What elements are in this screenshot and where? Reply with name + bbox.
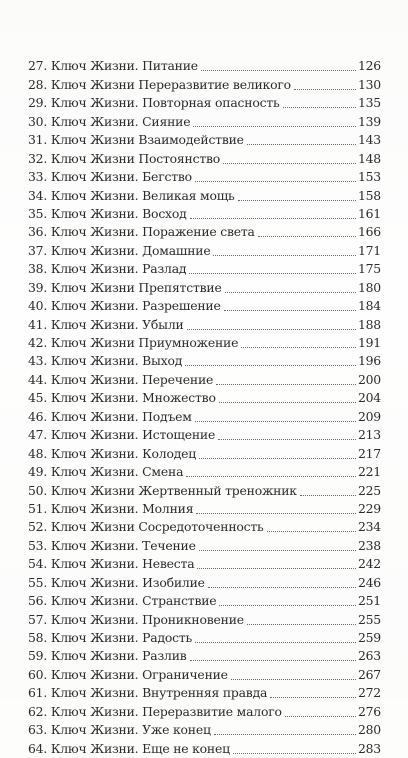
- toc-entry-page-number: 225: [357, 482, 381, 498]
- toc-entry-title: 28. Ключ Жизни Переразвитие великого: [28, 76, 291, 92]
- toc-entry-page-number: 130: [357, 76, 381, 92]
- toc-entry-page-number: 191: [357, 335, 381, 350]
- toc-entry: [28, 610, 381, 628]
- toc-entry-title: 47. Ключ Жизни. Истощение: [28, 427, 216, 443]
- dot-leader: [214, 734, 356, 735]
- dot-leader: [267, 531, 356, 532]
- dot-leader: [190, 660, 356, 661]
- dot-leader: [233, 753, 356, 754]
- toc-entry-page-number: 158: [357, 187, 381, 203]
- toc-entry-page-number: 135: [357, 95, 381, 111]
- toc-entry: [28, 665, 381, 683]
- toc-entry-title: 48. Ключ Жизни. Колодец: [28, 445, 197, 461]
- toc-entry-title: 35. Ключ Жизни. Восход: [28, 205, 187, 221]
- toc-entry-title: 55. Ключ Жизни. Изобилие: [28, 574, 205, 590]
- toc-entry: [28, 223, 381, 241]
- dot-leader: [224, 310, 356, 311]
- toc-entry-page-number: 263: [357, 648, 381, 664]
- toc-entry-title: 34. Ключ Жизни. Великая мощь: [28, 187, 235, 203]
- dot-leader: [247, 624, 356, 625]
- toc-entry-title: 31. Ключ Жизни Взаимодействие: [28, 132, 244, 148]
- toc-entry: [28, 94, 381, 112]
- toc-entry: [28, 112, 381, 130]
- toc-entry-page-number: 180: [357, 279, 381, 295]
- toc-entry-page-number: 238: [357, 537, 381, 553]
- toc-entry-page-number: 204: [357, 390, 381, 406]
- toc-entry: [28, 407, 381, 425]
- toc-entry-title: 52. Ключ Жизни Сосредоточенность: [28, 519, 264, 535]
- toc-entry: [28, 739, 381, 757]
- dot-leader: [193, 126, 356, 127]
- dot-leader: [300, 495, 356, 496]
- toc-entry: [28, 721, 381, 739]
- toc-entry-title: 53. Ключ Жизни. Течение: [28, 537, 196, 553]
- dot-leader: [294, 89, 356, 90]
- toc-entry-page-number: 184: [357, 298, 381, 314]
- toc-entry-title: 46. Ключ Жизни. Подъем: [28, 408, 192, 424]
- dot-leader: [219, 605, 356, 606]
- toc-entry: [28, 573, 381, 591]
- toc-entry: [28, 75, 381, 93]
- toc-entry-title: 63. Ключ Жизни. Уже конец: [28, 722, 211, 738]
- toc-entry-title: 40. Ключ Жизни. Разрешение: [28, 298, 221, 314]
- toc-entry-title: 27. Ключ Жизни. Питание: [28, 58, 198, 74]
- toc-entry-page-number: 188: [357, 316, 381, 332]
- toc-entry-title: 49. Ключ Жизни. Смена: [28, 464, 184, 480]
- toc-entry-title: 29. Ключ Жизни. Повторная опасность: [28, 95, 280, 111]
- toc-entry-page-number: 148: [357, 150, 381, 166]
- dot-leader: [208, 587, 356, 588]
- toc-entry: [28, 149, 381, 167]
- dot-leader: [186, 476, 356, 477]
- toc-entry: [28, 592, 381, 610]
- dot-leader: [219, 402, 356, 403]
- dot-leader: [258, 236, 356, 237]
- toc-entry: [28, 315, 381, 333]
- toc-entry: [28, 444, 381, 462]
- dot-leader: [195, 421, 356, 422]
- toc-entry: [28, 334, 381, 352]
- toc-entry-page-number: 267: [357, 666, 381, 682]
- toc-entry-page-number: 143: [357, 132, 381, 148]
- toc-entry-page-number: 276: [357, 703, 381, 719]
- toc-entry: [28, 260, 381, 278]
- toc-entry: [28, 352, 381, 370]
- toc-entry: [28, 647, 381, 665]
- toc-entry-page-number: 246: [357, 574, 381, 590]
- toc-entry-title: 59. Ключ Жизни. Разлив: [28, 648, 187, 664]
- toc-entry: [28, 463, 381, 481]
- toc-entry: [28, 278, 381, 296]
- toc-entry: [28, 426, 381, 444]
- toc-entry: [28, 131, 381, 149]
- dot-leader: [195, 181, 356, 182]
- toc-entry-page-number: 196: [357, 353, 381, 369]
- toc-entry: [28, 370, 381, 388]
- toc-entry-title: 60. Ключ Жизни. Ограничение: [28, 666, 228, 682]
- toc-entry-page-number: 283: [357, 740, 381, 756]
- table-of-contents: [28, 57, 381, 758]
- toc-entry-page-number: 200: [357, 371, 381, 387]
- toc-entry-page-number: 139: [357, 113, 381, 129]
- toc-entry-page-number: 209: [357, 408, 381, 424]
- toc-entry-page-number: 229: [357, 500, 381, 516]
- toc-entry-title: 33. Ключ Жизни. Бегство: [28, 169, 192, 185]
- toc-entry-title: 57. Ключ Жизни. Проникновение: [28, 611, 244, 627]
- toc-entry: [28, 702, 381, 720]
- dot-leader: [216, 384, 356, 385]
- toc-entry-title: 45. Ключ Жизни. Множество: [28, 390, 216, 406]
- dot-leader: [196, 513, 356, 514]
- dot-leader: [218, 439, 356, 440]
- toc-entry-page-number: 251: [357, 593, 381, 609]
- toc-entry: [28, 629, 381, 647]
- toc-entry-title: 58. Ключ Жизни. Радость: [28, 630, 193, 645]
- toc-entry-title: 50. Ключ Жизни Жертвенный треножник: [28, 482, 297, 498]
- toc-entry-title: 56. Ключ Жизни. Странствие: [28, 593, 217, 609]
- toc-entry-title: 54. Ключ Жизни. Невеста: [28, 556, 195, 572]
- dot-leader: [223, 163, 356, 164]
- dot-leader: [231, 679, 356, 680]
- toc-entry-page-number: 166: [357, 224, 381, 240]
- toc-entry-title: 37. Ключ Жизни. Домашние: [28, 242, 211, 258]
- toc-entry: [28, 518, 381, 536]
- toc-entry-page-number: 153: [357, 169, 381, 185]
- dot-leader: [213, 255, 355, 256]
- dot-leader: [247, 144, 356, 145]
- toc-entry-page-number: 255: [357, 611, 381, 627]
- dot-leader: [270, 697, 356, 698]
- toc-entry: [28, 481, 381, 499]
- toc-entry-title: 36. Ключ Жизни. Поражение света: [28, 224, 255, 240]
- toc-entry-title: 61. Ключ Жизни. Внутренняя правда: [28, 685, 268, 701]
- dot-leader: [238, 200, 356, 201]
- toc-entry-page-number: 213: [357, 427, 381, 443]
- dot-leader: [187, 329, 356, 330]
- toc-entry: [28, 297, 381, 315]
- toc-entry-title: 30. Ключ Жизни. Сияние: [28, 113, 191, 129]
- toc-entry-title: 41. Ключ Жизни. Убыли: [28, 316, 184, 332]
- dot-leader: [185, 365, 356, 366]
- dot-leader: [199, 550, 356, 551]
- toc-entry-page-number: 126: [357, 58, 381, 74]
- dot-leader: [199, 458, 356, 459]
- toc-entry: [28, 57, 381, 75]
- dot-leader: [195, 642, 356, 643]
- toc-entry-page-number: 242: [357, 556, 381, 572]
- toc-entry-title: 38. Ключ Жизни. Разлад: [28, 261, 187, 277]
- toc-entry: [28, 536, 381, 554]
- dot-leader: [283, 107, 356, 108]
- toc-entry-title: 43. Ключ Жизни. Выход: [28, 353, 183, 369]
- toc-entry: [28, 205, 381, 223]
- toc-entry-title: 62. Ключ Жизни. Переразвитие малого: [28, 703, 282, 719]
- toc-entry-page-number: 175: [357, 261, 381, 277]
- toc-entry-title: 39. Ключ Жизни Препятствие: [28, 279, 222, 295]
- toc-entry-page-number: 272: [357, 685, 381, 701]
- dot-leader: [197, 568, 356, 569]
- toc-entry: [28, 500, 381, 518]
- dot-leader: [190, 218, 356, 219]
- dot-leader: [201, 70, 356, 71]
- toc-entry-title: 42. Ключ Жизни Приумножение: [28, 335, 239, 350]
- toc-entry-page-number: 259: [357, 630, 381, 645]
- dot-leader: [189, 273, 356, 274]
- toc-entry-page-number: 217: [357, 445, 381, 461]
- toc-entry: [28, 186, 381, 204]
- toc-entry-page-number: 171: [357, 242, 381, 258]
- toc-entry: [28, 241, 381, 259]
- toc-entry-title: 32. Ключ Жизни Постоянство: [28, 150, 221, 166]
- dot-leader: [241, 347, 356, 348]
- dot-leader: [225, 292, 356, 293]
- toc-entry: [28, 555, 381, 573]
- dot-leader: [285, 716, 356, 717]
- toc-entry: [28, 168, 381, 186]
- toc-entry-page-number: 161: [357, 205, 381, 221]
- toc-entry-title: 51. Ключ Жизни. Молния: [28, 500, 194, 516]
- toc-entry-page-number: 221: [357, 464, 381, 480]
- toc-entry-title: 64. Ключ Жизни. Еще не конец: [28, 740, 230, 756]
- toc-entry-page-number: 280: [357, 722, 381, 738]
- toc-entry-page-number: 234: [357, 519, 381, 535]
- toc-entry-title: 44. Ключ Жизни. Перечение: [28, 371, 214, 387]
- toc-entry: [28, 389, 381, 407]
